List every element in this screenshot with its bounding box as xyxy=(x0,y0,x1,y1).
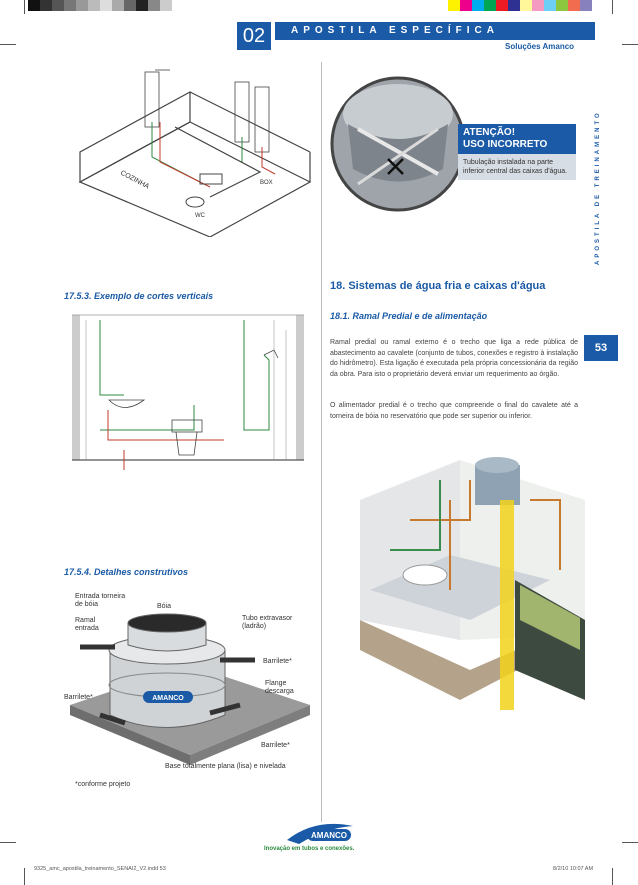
subsection-title-ramal: 18.1. Ramal Predial e de alimentação xyxy=(330,311,488,321)
label-flange: Flange descarga xyxy=(265,680,294,695)
section-title-construction-details: 17.5.4. Detalhes construtivos xyxy=(64,567,189,577)
header-band-title: APOSTILA ESPECÍFICA xyxy=(275,22,595,40)
label-entrada-torneira: Entrada torneira de bóia xyxy=(75,593,126,608)
side-tab xyxy=(593,110,609,265)
label-tubo-extravasor: Tubo extravasor (ladrão) xyxy=(242,615,293,630)
side-tab-label: APOSTILA DE TREINAMENTO xyxy=(595,110,601,265)
column-divider xyxy=(321,62,322,822)
isometric-plan-drawing xyxy=(60,62,315,237)
amanco-logo xyxy=(285,820,355,846)
label-barrilete-1: Barrilete* xyxy=(263,658,292,665)
section-title-water-systems: 18. Sistemas de água fria e caixas d'água xyxy=(330,280,546,292)
chapter-number: 02 xyxy=(237,22,271,50)
vertical-section-drawing xyxy=(64,310,314,470)
section-title-vertical-cuts: 17.5.3. Exemplo de cortes verticais xyxy=(64,291,214,301)
label-nota: *conforme projeto xyxy=(75,781,131,788)
plan-label-box: BOX xyxy=(260,180,273,186)
plan-label-wc: WC xyxy=(195,213,205,219)
page-number: 53 xyxy=(584,335,618,361)
label-ramal-entrada: Ramal entrada xyxy=(75,617,99,632)
label-base: Base totalmente plana (lisa) e nivelada xyxy=(165,763,286,770)
logo-text: AMANCO xyxy=(311,831,347,840)
paragraph-2: O alimentador predial é o trecho que compreende o final do cavalete até a torneira de bóia no reservatório que pode ser superior ou inferior. xyxy=(330,402,578,420)
incorrect-use-photo xyxy=(328,74,468,214)
footer-date: 8/2/10 10:07 AM xyxy=(553,866,594,872)
tank-brand: AMANCO xyxy=(152,695,184,702)
warning-box xyxy=(458,124,576,180)
logo-tagline: Inovação em tubos e conexões. xyxy=(264,846,355,852)
label-boia: Bóia xyxy=(157,603,172,610)
house-cutaway-illustration xyxy=(350,440,590,710)
footer-file: 9325_amc_apostila_treinamento_SENAI2_V2.indd 53 xyxy=(34,866,166,872)
plan-label-kitchen: COZINHA xyxy=(119,169,151,191)
label-barrilete-2: Barrilete* xyxy=(64,694,93,701)
warning-title: ATENÇÃO! USO INCORRETO xyxy=(458,124,576,154)
warning-text: Tubulação instalada na parte inferior central das caixas d'água. xyxy=(458,154,576,180)
paragraph-1: Ramal predial ou ramal externo é o trecho que liga a rede pública de abastecimento ao cavalete (conjunto de tubos, conexões e registro à instalação do hidrômetro). Esta ligação é executada pela própria concessionária da região da obra. Para isto o proprietário deverá enviar um requerimento ao órgão. xyxy=(330,339,578,378)
brand-label: Soluções Amanco xyxy=(505,42,575,51)
label-barrilete-3: Barrilete* xyxy=(261,742,290,749)
